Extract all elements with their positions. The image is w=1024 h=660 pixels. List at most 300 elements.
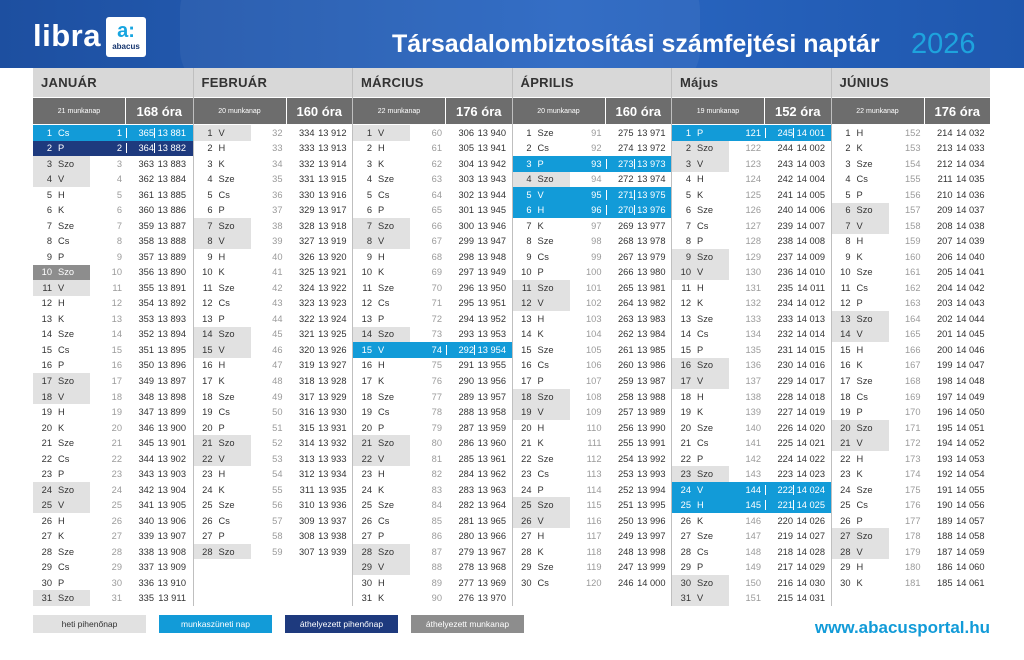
day-of-year: 129 — [745, 251, 761, 262]
serial-day: 13 889 — [157, 251, 186, 262]
day-row — [832, 559, 991, 575]
day-number: 29 — [361, 562, 372, 573]
serial-day: 13 921 — [318, 267, 347, 278]
day-number: 6 — [845, 205, 851, 216]
day-row — [672, 389, 831, 405]
days-remaining: 213 — [936, 143, 953, 154]
days-remaining: 241 — [777, 189, 793, 200]
weekday: Sze — [697, 205, 714, 216]
month-summary — [33, 98, 193, 124]
day-number: 9 — [207, 251, 213, 262]
day-row — [353, 156, 512, 172]
day-row — [33, 296, 193, 312]
days-remaining: 264 — [617, 298, 634, 309]
day-of-year: 56 — [272, 500, 283, 511]
day-of-year: 139 — [745, 407, 761, 418]
serial-day: 13 915 — [318, 174, 347, 185]
days-remaining: 276 — [458, 593, 474, 604]
days-remaining: 277 — [458, 577, 474, 588]
weekday: H — [697, 282, 704, 293]
weekday: Cs — [856, 174, 868, 185]
day-row — [194, 311, 353, 327]
day-number: 7 — [207, 220, 213, 231]
serial-day: 14 061 — [956, 577, 985, 588]
day-row — [194, 544, 353, 560]
serial-day: 13 929 — [318, 391, 347, 402]
day-row — [513, 513, 672, 529]
days-remaining: 206 — [936, 251, 953, 262]
day-of-year: 133 — [745, 313, 761, 324]
day-row — [353, 528, 512, 544]
month-column — [352, 68, 512, 606]
days-remaining: 355 — [138, 282, 154, 293]
day-number: 20 — [361, 422, 372, 433]
weekday: V — [218, 453, 225, 464]
serial-day: 13 965 — [477, 515, 506, 526]
serial-day: 14 009 — [796, 251, 825, 262]
day-row — [33, 559, 193, 575]
day-number: 20 — [521, 422, 532, 433]
serial-day: 13 916 — [318, 189, 347, 200]
day-of-year: 153 — [904, 143, 921, 154]
day-number: 27 — [41, 531, 52, 542]
day-of-year: 5 — [116, 189, 122, 200]
days-remaining: 191 — [936, 484, 953, 495]
day-of-year: 130 — [745, 267, 761, 278]
day-number: 10 — [680, 267, 691, 278]
weekday: Sze — [218, 391, 235, 402]
serial-day: 14 031 — [796, 593, 825, 604]
day-row — [194, 497, 353, 513]
day-row — [353, 265, 512, 281]
weekday: P — [58, 143, 65, 154]
days-remaining: 185 — [936, 577, 953, 588]
days-remaining: 255 — [617, 438, 634, 449]
serial-day: 13 909 — [157, 562, 186, 573]
day-number: 2 — [845, 143, 851, 154]
day-number: 11 — [42, 282, 52, 293]
weekday: Szo — [378, 438, 395, 449]
weekday: Szo — [697, 251, 714, 262]
days-remaining: 240 — [777, 205, 793, 216]
serial-day: 13 968 — [477, 562, 506, 573]
serial-day: 14 027 — [796, 531, 825, 542]
day-of-year: 90 — [431, 593, 442, 604]
weekday: K — [856, 469, 863, 480]
day-row — [353, 373, 512, 389]
day-of-year: 57 — [272, 515, 283, 526]
day-row — [194, 203, 353, 219]
day-number: 28 — [521, 546, 532, 557]
weekday: P — [856, 515, 863, 526]
day-row — [832, 187, 991, 203]
day-of-year: 134 — [745, 329, 761, 340]
day-of-year: 79 — [431, 422, 442, 433]
day-number: 11 — [362, 282, 372, 293]
day-of-year: 8 — [116, 236, 122, 247]
days-remaining: 192 — [936, 469, 953, 480]
weekday: Szo — [58, 593, 75, 604]
day-row — [194, 249, 353, 265]
days-remaining: 210 — [936, 189, 953, 200]
weekday: Sze — [856, 484, 873, 495]
day-of-year: 78 — [431, 407, 442, 418]
day-row — [33, 327, 193, 343]
days-remaining: 222 — [765, 485, 793, 495]
day-row — [832, 513, 991, 529]
serial-day: 13 890 — [157, 267, 186, 278]
day-row — [513, 451, 672, 467]
day-row — [194, 342, 353, 358]
day-of-year: 81 — [431, 453, 442, 464]
days-remaining: 253 — [617, 469, 634, 480]
days-remaining: 260 — [617, 360, 634, 371]
day-list — [672, 125, 831, 606]
day-row — [513, 203, 672, 219]
day-number: 28 — [361, 546, 372, 557]
serial-day: 14 021 — [796, 438, 825, 449]
day-row — [672, 327, 831, 343]
serial-day: 13 990 — [637, 422, 666, 433]
serial-day: 13 954 — [474, 345, 510, 355]
day-of-year: 55 — [272, 484, 283, 495]
month-summary — [194, 98, 353, 124]
day-row — [832, 156, 991, 172]
day-number: 24 — [202, 484, 213, 495]
day-number: 1 — [526, 127, 532, 138]
day-of-year: 51 — [272, 422, 283, 433]
day-row — [33, 451, 193, 467]
days-remaining: 320 — [298, 344, 315, 355]
month-column — [33, 68, 193, 606]
day-number: 17 — [840, 376, 851, 386]
day-row — [832, 544, 991, 560]
day-number: 8 — [526, 236, 532, 247]
abacus-logo — [106, 17, 146, 57]
day-row — [832, 389, 991, 405]
day-of-year: 175 — [904, 484, 921, 495]
serial-day: 13 923 — [318, 298, 347, 309]
day-row — [832, 327, 991, 343]
day-of-year: 52 — [272, 438, 283, 449]
days-remaining: 335 — [138, 593, 154, 604]
days-remaining: 233 — [777, 313, 793, 324]
days-remaining: 319 — [298, 360, 315, 371]
serial-day: 13 884 — [157, 174, 186, 185]
days-remaining: 287 — [458, 422, 474, 433]
serial-day: 13 944 — [477, 189, 506, 200]
weekday: V — [856, 329, 863, 340]
weekday: V — [697, 376, 704, 386]
day-of-year: 171 — [904, 422, 921, 433]
weekday: H — [378, 577, 385, 588]
day-of-year: 132 — [745, 298, 761, 309]
weekday: V — [697, 158, 704, 169]
weekday: H — [697, 174, 704, 185]
day-number: 28 — [202, 546, 213, 557]
serial-day: 13 898 — [157, 391, 186, 402]
day-row — [353, 420, 512, 436]
serial-day: 13 905 — [157, 500, 186, 511]
day-number: 10 — [840, 267, 851, 278]
days-remaining: 257 — [617, 407, 634, 418]
day-row — [513, 497, 672, 513]
day-of-year: 106 — [585, 360, 602, 371]
day-number: 1 — [366, 127, 372, 138]
year: 2026 — [911, 28, 976, 60]
day-of-year: 24 — [111, 484, 122, 495]
day-of-year: 178 — [904, 531, 921, 542]
day-of-year: 114 — [586, 484, 602, 495]
day-number: 25 — [680, 500, 691, 511]
day-number: 5 — [46, 189, 52, 200]
days-remaining: 325 — [298, 267, 315, 278]
day-number: 8 — [207, 236, 213, 247]
days-remaining: 363 — [138, 158, 154, 169]
day-of-year: 98 — [591, 236, 602, 247]
serial-day: 13 967 — [477, 546, 506, 557]
day-number: 4 — [366, 174, 372, 185]
day-row — [194, 435, 353, 451]
day-of-year: 150 — [745, 577, 761, 588]
day-number: 12 — [361, 298, 372, 309]
day-row — [672, 420, 831, 436]
day-of-year: 140 — [745, 422, 761, 433]
day-row — [513, 234, 672, 250]
weekday: K — [378, 593, 385, 604]
day-of-year: 71 — [431, 298, 442, 309]
serial-day: 14 034 — [956, 158, 985, 169]
day-of-year: 40 — [272, 251, 283, 262]
days-remaining: 359 — [138, 220, 154, 231]
serial-day: 14 016 — [796, 360, 825, 371]
weekday: V — [537, 298, 544, 309]
days-remaining: 340 — [138, 515, 154, 526]
day-row — [33, 497, 193, 513]
serial-day: 13 943 — [477, 174, 506, 185]
day-of-year: 157 — [904, 205, 921, 216]
serial-day: 13 933 — [318, 453, 347, 464]
weekday: V — [697, 593, 704, 604]
weekday: Szo — [856, 531, 873, 542]
day-row — [832, 497, 991, 513]
serial-day: 13 972 — [637, 143, 666, 154]
day-number: 17 — [202, 376, 213, 386]
day-number: 16 — [680, 360, 691, 371]
serial-day: 13 993 — [637, 469, 666, 480]
serial-day: 13 958 — [477, 407, 506, 418]
day-of-year: 47 — [272, 360, 283, 371]
day-of-year: 172 — [904, 438, 921, 449]
serial-day: 13 948 — [477, 251, 506, 262]
weekday: K — [697, 189, 704, 200]
weekday: K — [378, 267, 385, 278]
day-of-year: 176 — [904, 500, 921, 511]
days-remaining: 357 — [138, 251, 154, 262]
days-remaining: 194 — [936, 438, 953, 449]
day-number: 18 — [521, 391, 532, 402]
day-row — [194, 358, 353, 374]
weekday: K — [58, 531, 65, 542]
days-remaining: 262 — [617, 329, 634, 340]
day-number: 13 — [41, 313, 52, 324]
day-of-year: 94 — [591, 174, 602, 185]
serial-day: 13 988 — [637, 391, 666, 402]
day-of-year: 41 — [272, 267, 283, 278]
days-remaining: 350 — [138, 360, 154, 371]
weekday: K — [537, 438, 544, 449]
day-row — [672, 156, 831, 172]
serial-day: 14 053 — [956, 453, 985, 464]
day-number: 6 — [685, 205, 691, 216]
day-of-year: 146 — [745, 515, 761, 526]
day-of-year: 179 — [904, 546, 921, 557]
weekday: Szo — [378, 220, 395, 231]
serial-day: 13 927 — [318, 360, 347, 371]
day-number: 2 — [685, 143, 691, 154]
days-remaining: 345 — [138, 438, 154, 449]
weekday: Cs — [58, 127, 70, 138]
day-of-year: 59 — [272, 546, 283, 557]
weekday: V — [537, 189, 544, 200]
day-number: 2 — [207, 143, 213, 154]
serial-day: 14 046 — [956, 344, 985, 355]
day-of-year: 86 — [431, 531, 442, 542]
day-number: 26 — [521, 515, 532, 526]
serial-day: 13 934 — [318, 469, 347, 480]
serial-day: 14 000 — [637, 577, 666, 588]
weekday: Szo — [218, 438, 235, 449]
day-number: 18 — [41, 391, 52, 402]
day-of-year: 152 — [904, 127, 921, 138]
weekday: K — [697, 407, 704, 418]
days-remaining: 323 — [298, 298, 315, 309]
weekday: P — [58, 251, 65, 262]
day-of-year: 44 — [272, 313, 283, 324]
day-of-year: 95 — [591, 189, 602, 200]
day-number: 2 — [526, 143, 532, 154]
serial-day: 14 040 — [956, 251, 985, 262]
day-row — [33, 466, 193, 482]
day-of-year: 89 — [431, 577, 442, 588]
day-number: 29 — [680, 562, 691, 573]
day-of-year: 122 — [745, 143, 761, 154]
day-number: 15 — [680, 344, 691, 355]
days-remaining: 226 — [777, 422, 793, 433]
days-remaining: 203 — [936, 298, 953, 309]
serial-day: 13 976 — [634, 205, 670, 215]
day-of-year: 159 — [904, 236, 921, 247]
day-number: 7 — [46, 220, 52, 231]
day-row — [672, 311, 831, 327]
serial-day: 13 882 — [154, 143, 190, 153]
serial-day: 14 010 — [796, 267, 825, 278]
weekday: V — [697, 267, 704, 278]
days-remaining: 223 — [777, 469, 793, 480]
day-of-year: 144 — [745, 484, 761, 495]
day-row — [832, 528, 991, 544]
day-row — [194, 327, 353, 343]
weekday: Sze — [856, 267, 873, 278]
day-of-year: 149 — [745, 562, 761, 573]
days-remaining: 362 — [138, 174, 154, 185]
day-row — [33, 265, 193, 281]
day-row — [832, 125, 991, 141]
day-row — [672, 358, 831, 374]
days-remaining: 189 — [936, 515, 953, 526]
day-number: 1 — [46, 127, 52, 138]
day-number: 27 — [521, 531, 532, 542]
day-of-year: 21 — [111, 438, 122, 449]
day-of-year: 154 — [904, 158, 921, 169]
day-number: 21 — [680, 438, 691, 449]
day-of-year: 110 — [586, 422, 602, 433]
weekday: Sze — [856, 158, 873, 169]
serial-day: 13 981 — [637, 282, 666, 293]
day-of-year: 96 — [591, 205, 602, 216]
weekday: Sze — [537, 127, 554, 138]
weekday: P — [378, 313, 385, 324]
weekday: P — [537, 267, 544, 278]
days-remaining: 198 — [936, 376, 953, 386]
day-number: 21 — [840, 438, 851, 449]
days-remaining: 238 — [777, 236, 793, 247]
days-remaining: 246 — [617, 577, 634, 588]
weekday: V — [218, 127, 225, 138]
day-of-year: 85 — [431, 515, 442, 526]
day-number: 30 — [521, 577, 532, 588]
days-remaining: 195 — [936, 422, 953, 433]
days-remaining: 298 — [458, 251, 474, 262]
days-remaining: 296 — [458, 282, 474, 293]
serial-day: 13 986 — [637, 360, 666, 371]
days-remaining: 252 — [617, 484, 634, 495]
days-remaining: 273 — [606, 159, 634, 169]
day-number: 25 — [840, 500, 851, 511]
day-row — [194, 296, 353, 312]
serial-day: 13 992 — [637, 453, 666, 464]
day-of-year: 92 — [591, 143, 602, 154]
serial-day: 14 044 — [956, 313, 985, 324]
days-remaining: 302 — [458, 189, 474, 200]
day-row — [672, 218, 831, 234]
serial-day: 13 935 — [318, 484, 347, 495]
day-number: 30 — [41, 577, 52, 588]
weekday: H — [856, 344, 864, 355]
day-of-year: 70 — [431, 282, 442, 293]
days-remaining: 309 — [298, 515, 315, 526]
days-remaining: 256 — [617, 422, 634, 433]
day-number: 28 — [41, 546, 52, 557]
month-summary — [353, 98, 512, 124]
days-remaining: 331 — [298, 174, 315, 185]
day-number: 21 — [521, 438, 532, 449]
day-number: 30 — [680, 577, 691, 588]
day-row — [194, 420, 353, 436]
day-row — [832, 249, 991, 265]
day-number: 12 — [521, 298, 532, 309]
day-row — [194, 172, 353, 188]
days-remaining: 289 — [458, 391, 474, 402]
day-number: 31 — [680, 593, 691, 604]
weekday: Cs — [697, 329, 709, 340]
days-remaining: 274 — [617, 143, 634, 154]
website-link[interactable]: www.abacusportal.hu — [814, 618, 990, 637]
days-remaining: 343 — [138, 469, 154, 480]
serial-day: 14 022 — [796, 453, 825, 464]
day-number: 15 — [521, 344, 532, 355]
serial-day: 13 985 — [637, 344, 666, 355]
